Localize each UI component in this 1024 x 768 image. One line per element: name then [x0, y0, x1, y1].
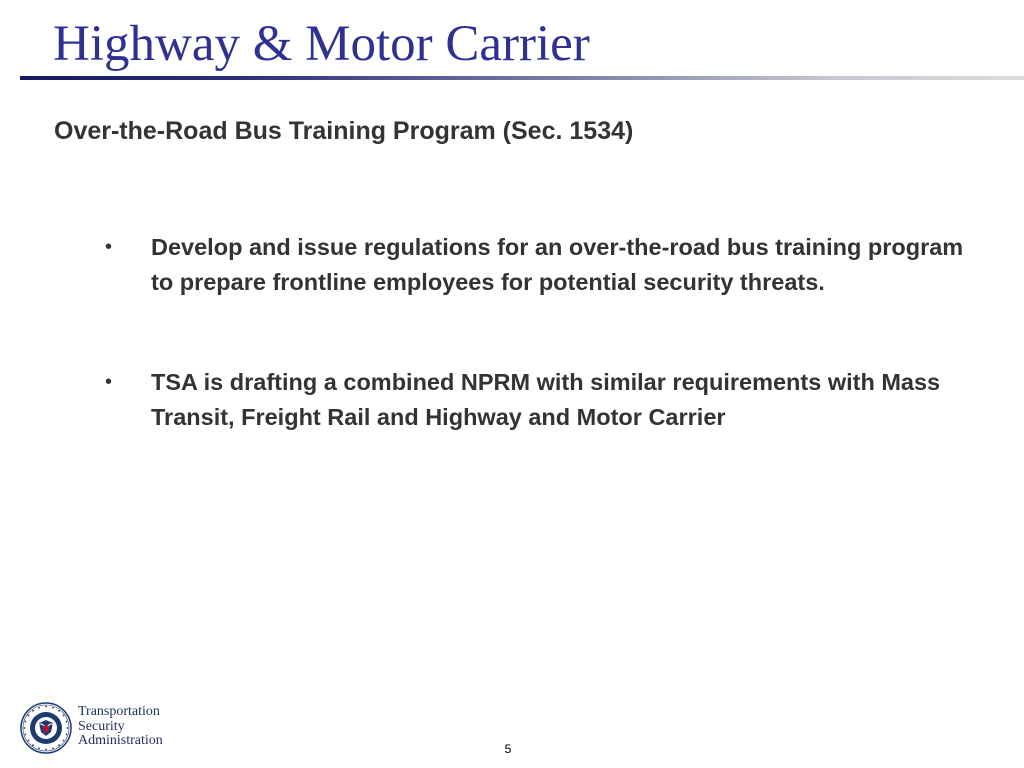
- logo-line-administration: Administration: [78, 733, 163, 748]
- bullet-text: Develop and issue regulations for an over-the-road bus training program to prepare frontline employees for potential security threats.: [151, 234, 964, 295]
- tsa-logo: [20, 700, 190, 758]
- slide-subtitle: Over-the-Road Bus Training Program (Sec. 1534): [54, 117, 634, 145]
- bullet-list: [105, 230, 985, 435]
- bullet-item: [105, 365, 985, 435]
- bullet-marker: •: [105, 371, 113, 393]
- title-underline: [20, 76, 1024, 80]
- bullet-item: [105, 230, 985, 300]
- logo-wordmark: [78, 705, 163, 749]
- page-number: 5: [504, 742, 512, 756]
- logo-line-security: Security: [78, 718, 125, 734]
- dhs-seal-icon: [20, 702, 72, 754]
- bullet-marker: •: [105, 236, 113, 258]
- bullet-text: TSA is drafting a combined NPRM with similar requirements with Mass Transit, Freight Rail and Highway and Motor Carrier: [151, 369, 941, 430]
- logo-line-transportation: Transportation: [78, 704, 160, 719]
- slide-title: Highway & Motor Carrier: [53, 16, 590, 72]
